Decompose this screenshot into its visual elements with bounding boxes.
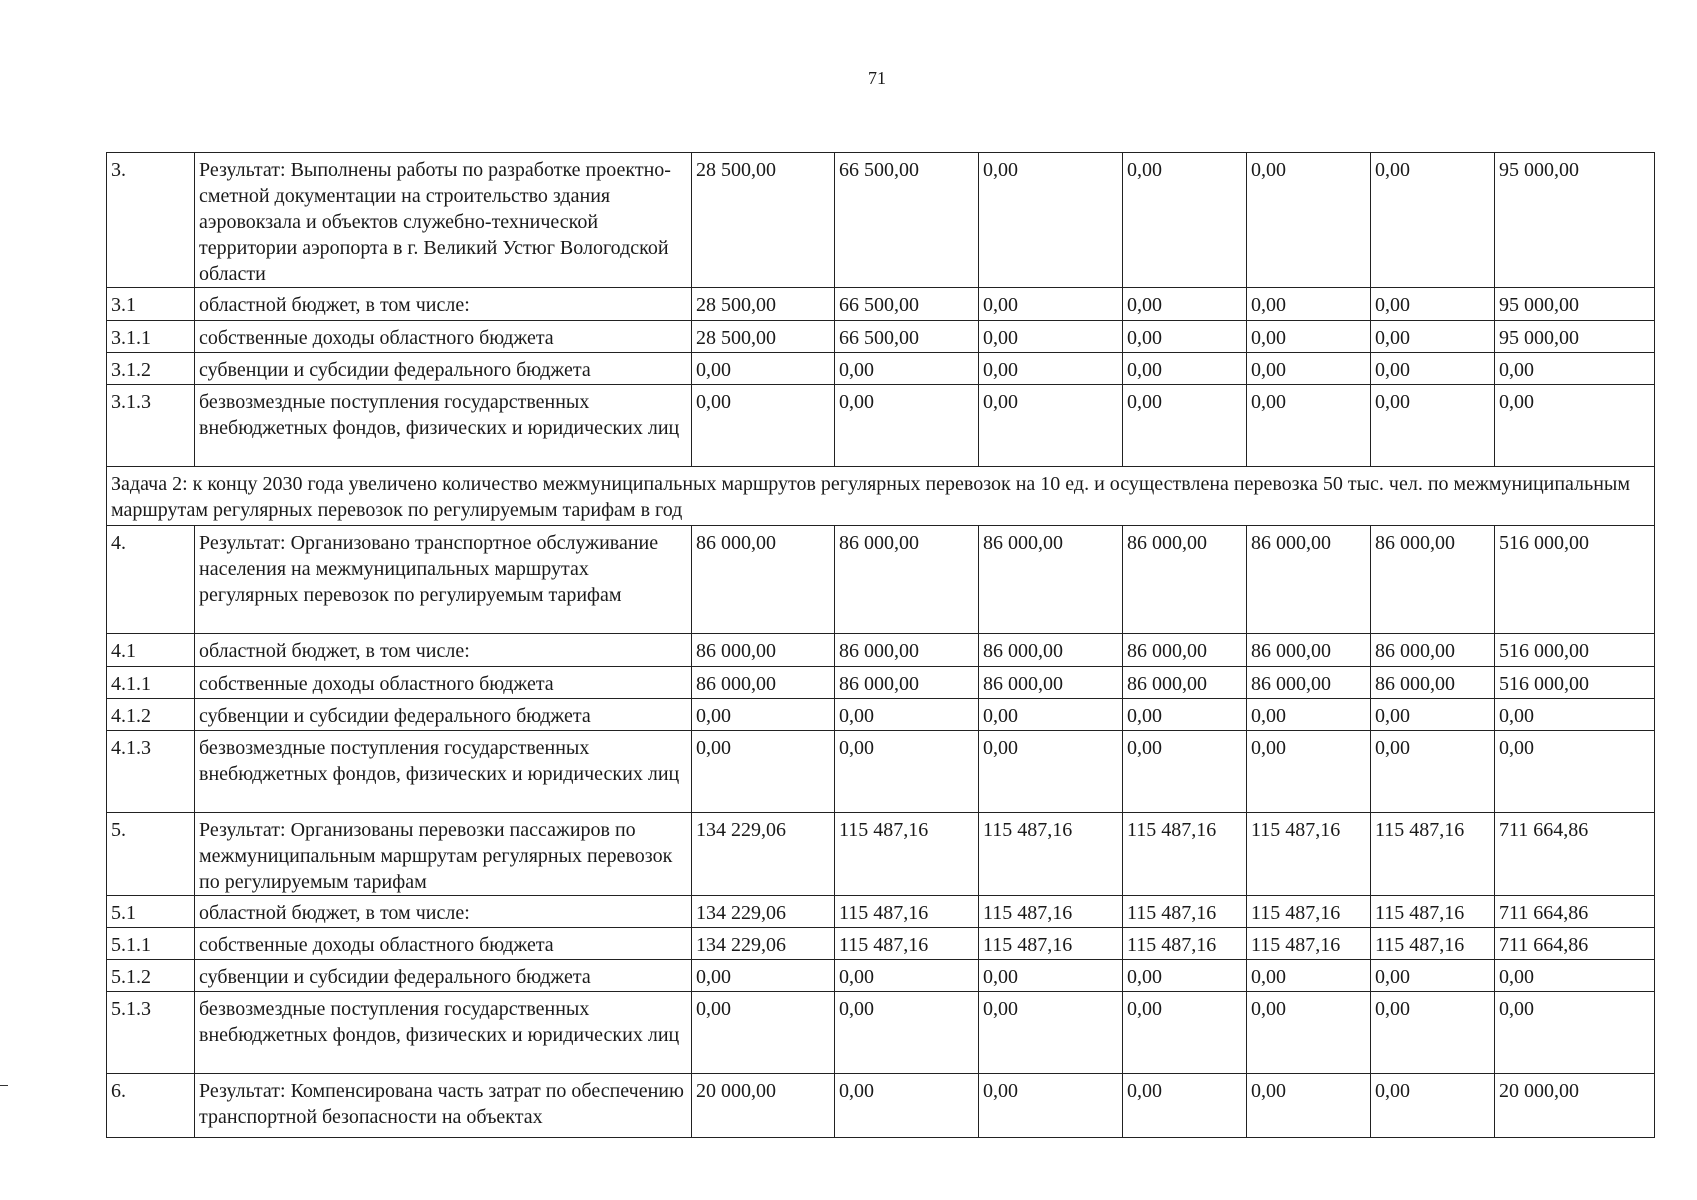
row-value: 0,00: [1123, 153, 1247, 288]
row-value: 86 000,00: [1123, 526, 1247, 634]
row-total-value: 0,00: [1495, 960, 1655, 992]
row-value: 0,00: [1371, 731, 1495, 813]
row-value: 0,00: [1247, 321, 1371, 353]
row-value: 0,00: [1247, 385, 1371, 467]
row-total-value: 20 000,00: [1495, 1074, 1655, 1138]
table-row: [107, 634, 1655, 667]
row-value: 86 000,00: [692, 526, 835, 634]
row-total-value: 0,00: [1495, 731, 1655, 813]
row-value: 86 000,00: [1247, 634, 1371, 667]
row-value: 86 000,00: [1123, 634, 1247, 667]
row-value: 0,00: [835, 992, 979, 1074]
table-row: [107, 288, 1655, 321]
table-row: [107, 1074, 1655, 1138]
task-row: [107, 467, 1655, 526]
row-number: 3.1.1: [107, 321, 195, 353]
row-value: 0,00: [835, 731, 979, 813]
row-value: 0,00: [1247, 353, 1371, 385]
row-name: собственные доходы областного бюджета: [195, 321, 692, 353]
row-value: 0,00: [979, 731, 1123, 813]
row-value: 115 487,16: [1247, 928, 1371, 960]
row-value: 0,00: [835, 1074, 979, 1138]
row-value: 86 000,00: [979, 667, 1123, 699]
row-value: 86 000,00: [1371, 526, 1495, 634]
row-value: 86 000,00: [1247, 667, 1371, 699]
row-value: 0,00: [835, 960, 979, 992]
row-value: 0,00: [1371, 699, 1495, 731]
row-number: 4.1.1: [107, 667, 195, 699]
row-number: 4.1.3: [107, 731, 195, 813]
row-value: 28 500,00: [692, 153, 835, 288]
row-value: 0,00: [979, 353, 1123, 385]
row-value: 0,00: [1123, 1074, 1247, 1138]
row-value: 0,00: [1123, 288, 1247, 321]
row-value: 86 000,00: [979, 634, 1123, 667]
row-number: 3.: [107, 153, 195, 288]
row-value: 134 229,06: [692, 896, 835, 928]
row-value: 0,00: [1247, 1074, 1371, 1138]
row-value: 134 229,06: [692, 813, 835, 896]
row-value: 134 229,06: [692, 928, 835, 960]
row-total-value: 516 000,00: [1495, 667, 1655, 699]
row-value: 0,00: [1371, 992, 1495, 1074]
row-value: 0,00: [1123, 353, 1247, 385]
row-value: 86 000,00: [979, 526, 1123, 634]
row-value: 0,00: [1371, 321, 1495, 353]
row-name: безвозмездные поступления государственных внебюджетных фондов, физических и юридических лиц: [195, 992, 692, 1074]
row-value: 86 000,00: [692, 667, 835, 699]
row-value: 66 500,00: [835, 321, 979, 353]
row-value: 0,00: [1247, 992, 1371, 1074]
row-value: 28 500,00: [692, 321, 835, 353]
row-number: 4.1.2: [107, 699, 195, 731]
row-value: 0,00: [1247, 153, 1371, 288]
row-value: 115 487,16: [835, 813, 979, 896]
row-value: 0,00: [1371, 1074, 1495, 1138]
row-total-value: 516 000,00: [1495, 634, 1655, 667]
row-value: 86 000,00: [1123, 667, 1247, 699]
row-value: 115 487,16: [1123, 896, 1247, 928]
row-value: 0,00: [1123, 321, 1247, 353]
row-number: 6.: [107, 1074, 195, 1138]
table-row: [107, 385, 1655, 467]
row-value: 115 487,16: [1371, 928, 1495, 960]
row-number: 3.1: [107, 288, 195, 321]
row-name: субвенции и субсидии федерального бюджета: [195, 960, 692, 992]
row-total-value: 711 664,86: [1495, 928, 1655, 960]
row-total-value: 0,00: [1495, 699, 1655, 731]
row-number: 5.1: [107, 896, 195, 928]
table-row: [107, 699, 1655, 731]
row-name: Результат: Компенсирована часть затрат по обеспечению транспортной безопасности на объектах: [195, 1074, 692, 1138]
row-value: 115 487,16: [979, 813, 1123, 896]
row-value: 0,00: [692, 992, 835, 1074]
row-value: 0,00: [1123, 385, 1247, 467]
row-number: 5.1.3: [107, 992, 195, 1074]
row-value: 0,00: [1123, 992, 1247, 1074]
row-value: 0,00: [979, 960, 1123, 992]
row-value: 0,00: [692, 960, 835, 992]
row-value: 0,00: [979, 288, 1123, 321]
row-total-value: 95 000,00: [1495, 288, 1655, 321]
row-number: 3.1.3: [107, 385, 195, 467]
row-value: 0,00: [1123, 699, 1247, 731]
row-value: 28 500,00: [692, 288, 835, 321]
row-value: 0,00: [979, 699, 1123, 731]
budget-table: [106, 152, 1655, 1138]
row-number: 4.: [107, 526, 195, 634]
row-value: 0,00: [835, 353, 979, 385]
row-value: 0,00: [979, 385, 1123, 467]
row-total-value: 0,00: [1495, 992, 1655, 1074]
row-value: 0,00: [835, 699, 979, 731]
table-row: [107, 731, 1655, 813]
row-value: 0,00: [835, 385, 979, 467]
row-value: 115 487,16: [1123, 813, 1247, 896]
row-value: 0,00: [1371, 288, 1495, 321]
table-row: [107, 960, 1655, 992]
row-value: 66 500,00: [835, 288, 979, 321]
row-value: 0,00: [979, 153, 1123, 288]
row-value: 0,00: [1123, 731, 1247, 813]
row-value: 0,00: [1123, 960, 1247, 992]
row-total-value: 711 664,86: [1495, 813, 1655, 896]
table-row: [107, 992, 1655, 1074]
row-name: безвозмездные поступления государственных внебюджетных фондов, физических и юридических лиц: [195, 731, 692, 813]
row-value: 115 487,16: [835, 896, 979, 928]
row-value: 0,00: [1371, 153, 1495, 288]
row-name: Результат: Выполнены работы по разработке проектно-сметной документации на строительство здания аэровокзала и объектов служебно-технической территории аэропорта в г. Великий Устюг Вологодской области: [195, 153, 692, 288]
row-value: 115 487,16: [979, 896, 1123, 928]
row-name: областной бюджет, в том числе:: [195, 896, 692, 928]
row-name: областной бюджет, в том числе:: [195, 634, 692, 667]
row-total-value: 516 000,00: [1495, 526, 1655, 634]
row-value: 115 487,16: [1123, 928, 1247, 960]
row-value: 86 000,00: [1371, 667, 1495, 699]
row-value: 86 000,00: [835, 667, 979, 699]
table-row: [107, 153, 1655, 288]
task-text: Задача 2: к концу 2030 года увеличено количество межмуниципальных маршрутов регулярных перевозок на 10 ед. и осуществлена перевозка 50 тыс. чел. по межмуниципальным маршрутам регулярных перевозок по регулируемым тарифам в год: [107, 467, 1655, 526]
table-row: [107, 813, 1655, 896]
row-value: 0,00: [1247, 731, 1371, 813]
row-number: 3.1.2: [107, 353, 195, 385]
row-number: 5.: [107, 813, 195, 896]
row-value: 0,00: [1247, 699, 1371, 731]
row-number: 5.1.2: [107, 960, 195, 992]
row-total-value: 0,00: [1495, 353, 1655, 385]
row-value: 86 000,00: [835, 526, 979, 634]
table-row: [107, 667, 1655, 699]
row-value: 115 487,16: [1371, 896, 1495, 928]
row-value: 115 487,16: [1371, 813, 1495, 896]
table-body: [107, 153, 1655, 1138]
row-value: 0,00: [979, 992, 1123, 1074]
row-name: Результат: Организованы перевозки пассажиров по межмуниципальным маршрутам регулярных перевозок по регулируемым тарифам: [195, 813, 692, 896]
table-row: [107, 928, 1655, 960]
row-value: 0,00: [692, 385, 835, 467]
row-value: 0,00: [1371, 353, 1495, 385]
table-row: [107, 353, 1655, 385]
row-name: собственные доходы областного бюджета: [195, 928, 692, 960]
row-value: 0,00: [692, 353, 835, 385]
row-value: 0,00: [1247, 288, 1371, 321]
row-value: 0,00: [692, 731, 835, 813]
table-row: [107, 321, 1655, 353]
row-value: 86 000,00: [692, 634, 835, 667]
row-name: областной бюджет, в том числе:: [195, 288, 692, 321]
row-value: 0,00: [1247, 960, 1371, 992]
row-value: 86 000,00: [835, 634, 979, 667]
row-name: субвенции и субсидии федерального бюджета: [195, 699, 692, 731]
row-value: 0,00: [692, 699, 835, 731]
row-total-value: 95 000,00: [1495, 321, 1655, 353]
row-number: 4.1: [107, 634, 195, 667]
row-total-value: 95 000,00: [1495, 153, 1655, 288]
row-name: собственные доходы областного бюджета: [195, 667, 692, 699]
row-name: Результат: Организовано транспортное обслуживание населения на межмуниципальных маршрутах регулярных перевозок по регулируемым тарифам: [195, 526, 692, 634]
row-value: 86 000,00: [1371, 634, 1495, 667]
row-value: 0,00: [1371, 960, 1495, 992]
margin-mark: [0, 1085, 8, 1086]
page-number: 71: [868, 68, 886, 88]
row-name: безвозмездные поступления государственных внебюджетных фондов, физических и юридических лиц: [195, 385, 692, 467]
row-total-value: 0,00: [1495, 385, 1655, 467]
row-value: 115 487,16: [1247, 896, 1371, 928]
row-value: 0,00: [979, 1074, 1123, 1138]
row-name: субвенции и субсидии федерального бюджета: [195, 353, 692, 385]
row-total-value: 711 664,86: [1495, 896, 1655, 928]
row-value: 86 000,00: [1247, 526, 1371, 634]
row-value: 115 487,16: [835, 928, 979, 960]
table-row: [107, 526, 1655, 634]
row-value: 0,00: [1371, 385, 1495, 467]
row-value: 66 500,00: [835, 153, 979, 288]
row-number: 5.1.1: [107, 928, 195, 960]
row-value: 115 487,16: [979, 928, 1123, 960]
row-value: 115 487,16: [1247, 813, 1371, 896]
table-row: [107, 896, 1655, 928]
row-value: 20 000,00: [692, 1074, 835, 1138]
row-value: 0,00: [979, 321, 1123, 353]
